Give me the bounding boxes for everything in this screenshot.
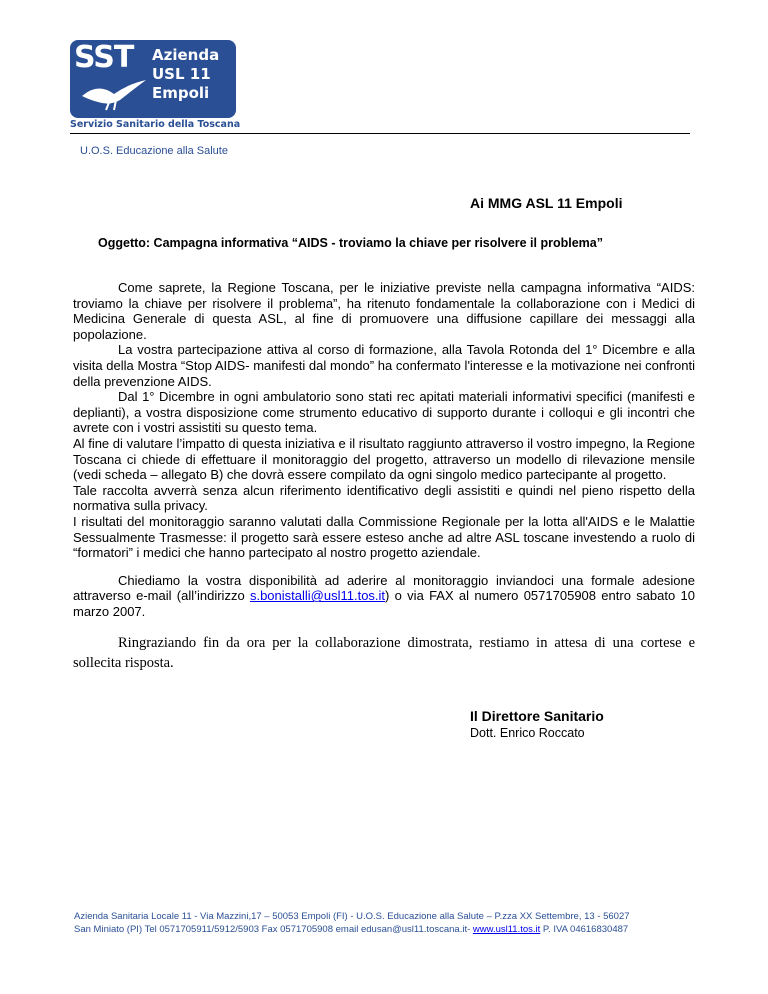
paragraph-7-tail: ) o via FAX al numero 0571705908 entro sabato 10 marzo 2007. [73, 588, 695, 619]
paragraph-6: I risultati del monitoraggio saranno valutati dalla Commissione Regionale per la lotta all'AIDS e le Malattie Sessualmente Trasmesse: il progetto sarà essere esteso anche ad altre ASL toscane investendo a ruolo di “formatori” i medici che hanno partecipato al nostro progetto aziendale. [73, 513, 695, 561]
paragraph-2: La vostra partecipazione attiva al corso di formazione, alla Tavola Rotonda del 1° Dicembre e alla visita della Mostra “Stop AIDS- manifesti dal mondo” ha confermato l'interesse e la motivazione nei confronti della prevenzione AIDS. [73, 342, 695, 389]
signature-title: Il Direttore Sanitario [470, 708, 604, 724]
logo [70, 40, 240, 130]
paragraph-7-text: Chiediamo la vostra disponibilità ad aderire al monitoraggio inviandoci una formale adesione attraverso e-mail (all’indirizzo [73, 572, 695, 604]
paragraph-7 [73, 573, 695, 620]
header-divider [70, 133, 690, 134]
logo-sst: SST [74, 40, 134, 75]
website-link[interactable]: www.usl11.tos.it [472, 924, 541, 935]
footer-line-2-text: San Miniato (PI) Tel 0571705911/5912/5903 Fax 0571705908 email edusan@usl11.toscana.it- [74, 924, 473, 935]
recipient: Ai MMG ASL 11 Empoli [470, 195, 623, 211]
paragraph-1: Come saprete, la Regione Toscana, per le iniziative previste nella campagna informativa “AIDS: troviamo la chiave per risolvere il problema”, ha ritenuto fondamentale la collaborazione con i Medici di Medicina Generale di questa ASL, al fine di promuovere una diffusione capillare dei messaggi alla popolazione. [73, 280, 695, 342]
footer-line-2-tail: P. IVA 04616830487 [540, 924, 629, 935]
email-link[interactable]: s.bonistalli@usl11.tos.it [249, 588, 386, 604]
unit-label: U.O.S. Educazione alla Salute [80, 145, 228, 157]
seagull-icon [80, 76, 150, 114]
subject-line: Oggetto: Campagna informativa “AIDS - troviamo la chiave per risolvere il problema” [98, 236, 603, 250]
page-footer [74, 910, 734, 936]
logo-line-1: Azienda [152, 46, 220, 64]
letter-body [73, 280, 695, 673]
footer-line-2 [74, 923, 734, 936]
closing-paragraph: Ringraziando fin da ora per la collaborazione dimostrata, restiamo in attesa di una cortese e sollecita risposta. [73, 635, 695, 672]
signature-name: Dott. Enrico Roccato [470, 726, 585, 740]
paragraph-3: Dal 1° Dicembre in ogni ambulatorio sono stati rec apitati materiali informativi specifici (manifesti e deplianti), a vostra disposizione come strumento educativo di supporto durante i colloqui e gli incontri che avrete con i vostri assistiti su questo tema. [73, 389, 695, 436]
footer-line-1: Azienda Sanitaria Locale 11 - Via Mazzini,17 – 50053 Empoli (FI) - U.O.S. Educazione alla Salute – P.zza XX Settembre, 13 - 56027 [74, 911, 630, 922]
logo-text [152, 46, 219, 103]
logo-box [70, 40, 236, 118]
logo-line-3: Empoli [152, 84, 210, 102]
logo-line-2: USL 11 [152, 65, 211, 83]
paragraph-4: Al fine di valutare l’impatto di questa iniziativa e il risultato raggiunto attraverso il vostro impegno, la Regione Toscana ci chiede di effettuare il monitoraggio del progetto, attraverso un modello di rilevazione mensile (vedi scheda – allegato B) che dovrà essere compilato da ogni singolo medico partecipante al progetto. [73, 435, 695, 483]
paragraph-5: Tale raccolta avverrà senza alcun riferimento identificativo degli assistiti e quindi nel pieno rispetto della normativa sulla privacy. [73, 482, 695, 514]
logo-footer: Servizio Sanitario della Toscana [70, 119, 241, 130]
